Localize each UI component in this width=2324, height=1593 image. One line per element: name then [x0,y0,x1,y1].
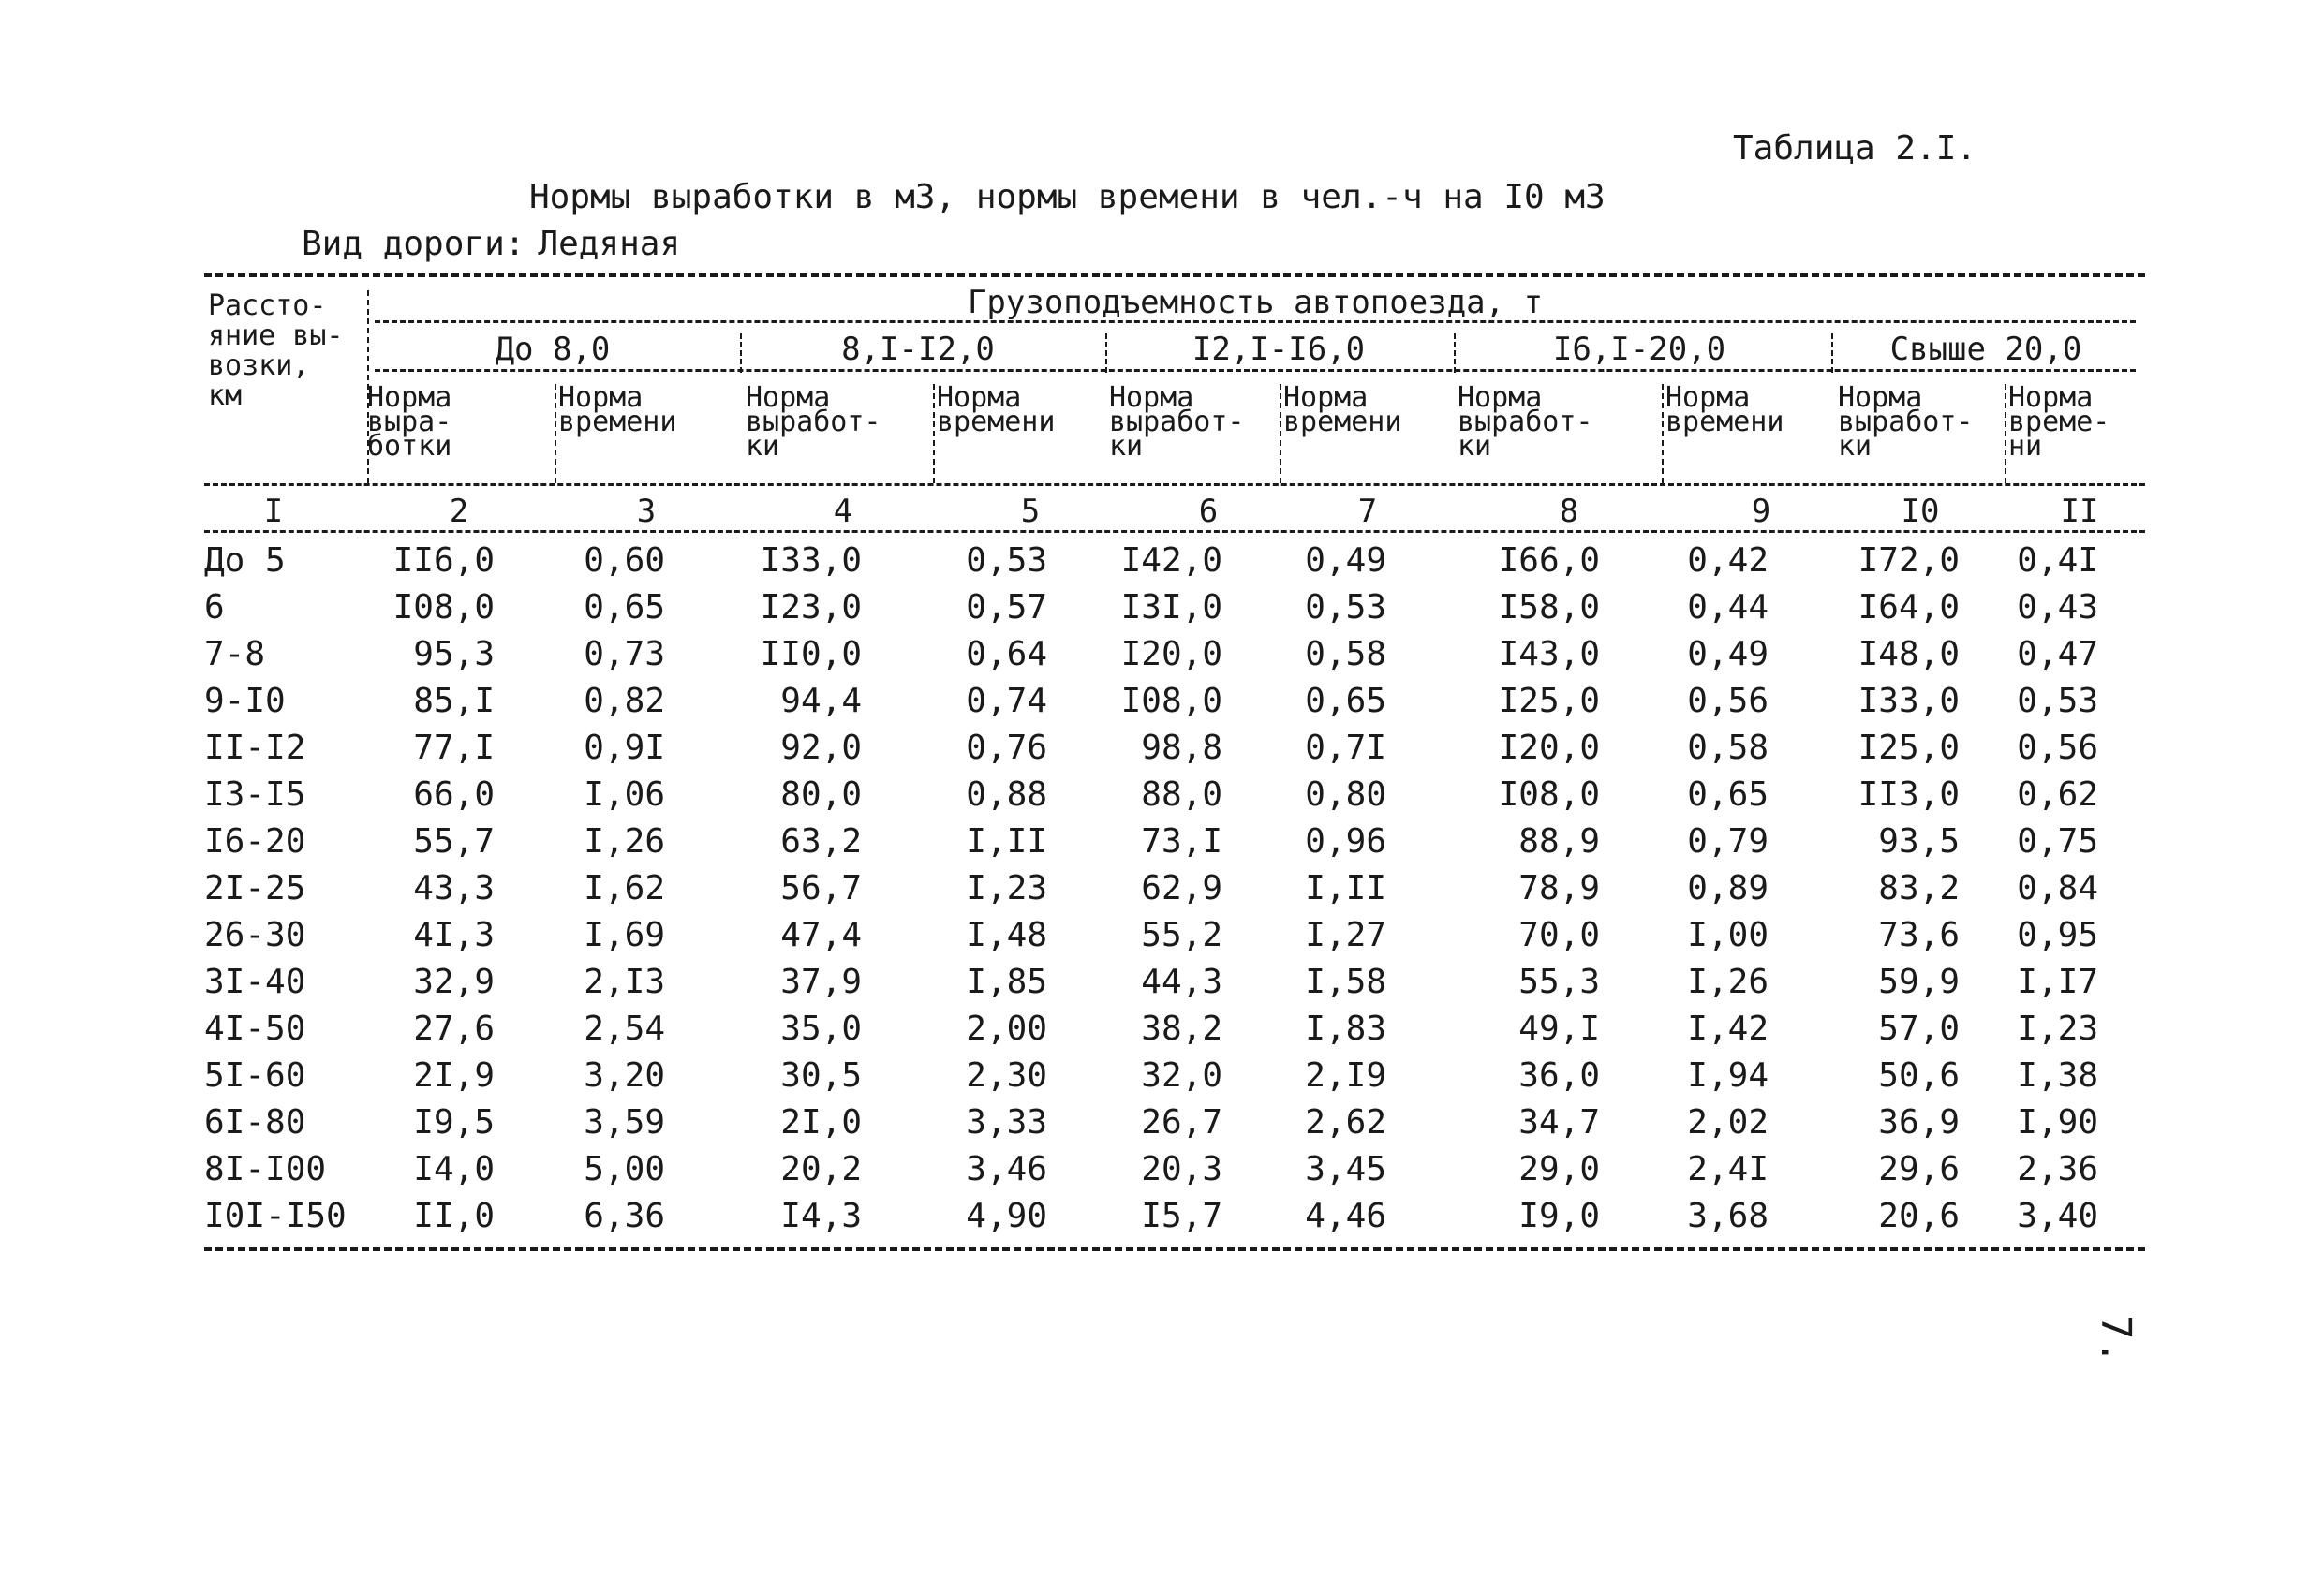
header-distance-line-2: яние вы- [208,319,344,352]
group-separator [740,333,742,373]
col-5-header [937,381,1056,438]
value-cell-col-10: 93,5 [1878,822,1960,861]
table-row [0,635,2324,682]
value-cell-col-8: 70,0 [1518,916,1600,954]
value-cell-col-11: I,I7 [2017,963,2098,1001]
value-cell-col-10: 50,6 [1878,1056,1960,1095]
value-cell-col-9: 2,4I [1687,1150,1769,1188]
col-3-header-line-1: Норма [558,381,644,414]
value-cell-col-8: I08,0 [1498,775,1600,814]
value-cell-col-3: 0,60 [584,541,665,580]
value-cell-col-5: 3,33 [966,1103,1047,1142]
table-row [0,963,2324,1010]
col-4-header-line-3: ки [746,430,780,463]
value-cell-col-11: 0,95 [2017,916,2098,954]
value-cell-col-11: 0,75 [2017,822,2098,861]
value-cell-col-5: 0,57 [966,588,1047,627]
value-cell-col-9: 0,44 [1687,588,1769,627]
value-cell-col-7: 2,I9 [1305,1056,1386,1095]
value-cell-col-10: 20,6 [1878,1197,1960,1235]
col-11-header-line-1: Норма [2008,381,2094,414]
road-type [302,225,693,263]
value-cell-col-9: I,42 [1687,1010,1769,1048]
distance-cell: 5I-60 [204,1056,306,1095]
column-number-1: I [263,493,284,530]
header-capacity-underline [375,320,2136,323]
col-5-header-line-2: времени [937,406,1056,438]
value-cell-col-7: 0,7I [1305,729,1386,767]
value-cell-col-6: I20,0 [1120,635,1222,673]
value-cell-col-3: 2,I3 [584,963,665,1001]
col-4-header-line-2: выработ- [746,406,881,438]
value-cell-col-7: 2,62 [1305,1103,1386,1142]
col-9-header-line-2: времени [1665,406,1784,438]
value-cell-col-10: I33,0 [1858,682,1960,720]
value-cell-col-10: 59,9 [1878,963,1960,1001]
table-row [0,1056,2324,1103]
value-cell-col-6: 32,0 [1141,1056,1222,1095]
col-4-header [746,381,881,463]
col-6-header [1109,381,1245,463]
header-capacity: Грузоподъемность автопоезда, т [967,284,1544,321]
col-2-header-line-2: выра- [367,406,452,438]
value-cell-col-11: 0,62 [2017,775,2098,814]
value-cell-col-4: 94,4 [780,682,862,720]
value-cell-col-8: 29,0 [1518,1150,1600,1188]
value-cell-col-5: 0,76 [966,729,1047,767]
table-row [0,822,2324,869]
value-cell-col-7: I,II [1305,869,1386,907]
value-cell-col-5: I,23 [966,869,1047,907]
table-top-border [204,273,2145,277]
value-cell-col-11: I,38 [2017,1056,2098,1095]
header-group-3: I2,I-I6,0 [1192,331,1366,368]
value-cell-col-5: 2,30 [966,1056,1047,1095]
value-cell-col-8: 34,7 [1518,1103,1600,1142]
value-cell-col-3: 0,82 [584,682,665,720]
value-cell-col-11: 0,56 [2017,729,2098,767]
value-cell-col-9: 0,89 [1687,869,1769,907]
value-cell-col-10: 57,0 [1878,1010,1960,1048]
value-cell-col-4: II0,0 [760,635,862,673]
value-cell-col-4: I33,0 [760,541,862,580]
value-cell-col-2: 66,0 [413,775,495,814]
col-3-header-line-2: времени [558,406,677,438]
value-cell-col-3: 5,00 [584,1150,665,1188]
col-6-header-line-1: Норма [1109,381,1194,414]
value-cell-col-7: 0,80 [1305,775,1386,814]
value-cell-col-6: 62,9 [1141,869,1222,907]
value-cell-col-6: 20,3 [1141,1150,1222,1188]
value-cell-col-10: I64,0 [1858,588,1960,627]
col-10-header-line-2: выработ- [1838,406,1974,438]
column-number-5: 5 [1020,493,1041,530]
header-distance-line-1: Рассто- [208,289,327,322]
distance-cell: 2I-25 [204,869,306,907]
col-separator [555,384,556,483]
distance-cell: 9-I0 [204,682,286,720]
col-4-header-line-1: Норма [746,381,831,414]
header-group-5: Свыше 20,0 [1889,331,2082,368]
value-cell-col-6: 44,3 [1141,963,1222,1001]
value-cell-col-3: 0,65 [584,588,665,627]
col-11-header-line-2: време- [2008,406,2110,438]
col-9-header [1665,381,1784,438]
value-cell-col-4: I23,0 [760,588,862,627]
value-cell-col-11: I,23 [2017,1010,2098,1048]
value-cell-col-5: I,85 [966,963,1047,1001]
value-cell-col-4: 2I,0 [780,1103,862,1142]
column-number-4: 4 [833,493,853,530]
table-title: Нормы выработки в м3, нормы времени в чел.-ч на I0 м3 [529,178,1606,216]
table-row [0,682,2324,729]
col-separator [1662,384,1664,483]
table-row [0,541,2324,588]
column-number-3: 3 [636,493,657,530]
distance-cell: 6I-80 [204,1103,306,1142]
value-cell-col-5: 0,53 [966,541,1047,580]
value-cell-col-9: I,26 [1687,963,1769,1001]
col-10-header-line-3: ки [1838,430,1873,463]
value-cell-col-10: I72,0 [1858,541,1960,580]
value-cell-col-6: 98,8 [1141,729,1222,767]
value-cell-col-10: 36,9 [1878,1103,1960,1142]
value-cell-col-11: 3,40 [2017,1197,2098,1235]
value-cell-col-8: I20,0 [1498,729,1600,767]
value-cell-col-5: 0,88 [966,775,1047,814]
value-cell-col-7: 4,46 [1305,1197,1386,1235]
value-cell-col-2: 77,I [413,729,495,767]
value-cell-col-6: I08,0 [1120,682,1222,720]
col-separator [933,384,935,483]
distance-cell: II-I2 [204,729,306,767]
table-bottom-border [204,1247,2145,1251]
value-cell-col-6: 88,0 [1141,775,1222,814]
table-row [0,1197,2324,1244]
col-separator [1280,384,1281,483]
distance-cell: I0I-I50 [204,1197,347,1235]
col-11-header [2008,381,2110,463]
column-number-9: 9 [1751,493,1771,530]
value-cell-col-6: 38,2 [1141,1010,1222,1048]
value-cell-col-3: I,26 [584,822,665,861]
value-cell-col-6: I42,0 [1120,541,1222,580]
value-cell-col-8: I43,0 [1498,635,1600,673]
value-cell-col-6: 26,7 [1141,1103,1222,1142]
value-cell-col-8: I9,0 [1518,1197,1600,1235]
col-8-header-line-3: ки [1458,430,1492,463]
value-cell-col-4: 35,0 [780,1010,862,1048]
value-cell-col-4: 92,0 [780,729,862,767]
value-cell-col-4: 20,2 [780,1150,862,1188]
value-cell-col-2: 2I,9 [413,1056,495,1095]
value-cell-col-7: 0,65 [1305,682,1386,720]
col-10-header-line-1: Норма [1838,381,1923,414]
col-separator [2005,384,2006,483]
distance-cell: I6-20 [204,822,306,861]
page-number: 7. [2091,1315,2139,1364]
value-cell-col-4: 37,9 [780,963,862,1001]
value-cell-col-4: 56,7 [780,869,862,907]
col-8-header-line-1: Норма [1458,381,1543,414]
group-separator [1105,333,1107,373]
column-number-8: 8 [1559,493,1579,530]
value-cell-col-7: 0,96 [1305,822,1386,861]
value-cell-col-3: 0,73 [584,635,665,673]
value-cell-col-9: I,00 [1687,916,1769,954]
header-distance-line-3: возки, [208,349,310,382]
header-group-4: I6,I-20,0 [1552,331,1726,368]
column-number-2: 2 [449,493,469,530]
value-cell-col-11: 0,47 [2017,635,2098,673]
distance-cell: До 5 [204,541,286,580]
value-cell-col-8: 78,9 [1518,869,1600,907]
value-cell-col-3: I,06 [584,775,665,814]
value-cell-col-6: I3I,0 [1120,588,1222,627]
column-number-10: I0 [1901,493,1940,530]
value-cell-col-7: I,58 [1305,963,1386,1001]
value-cell-col-9: 0,79 [1687,822,1769,861]
value-cell-col-11: 0,4I [2017,541,2098,580]
value-cell-col-11: 0,53 [2017,682,2098,720]
value-cell-col-8: 49,I [1518,1010,1600,1048]
col-7-header-line-1: Норма [1283,381,1369,414]
value-cell-col-5: 0,64 [966,635,1047,673]
header-group-1: До 8,0 [495,331,611,368]
value-cell-col-10: 73,6 [1878,916,1960,954]
value-cell-col-4: 63,2 [780,822,862,861]
column-number-7: 7 [1357,493,1378,530]
value-cell-col-9: 0,49 [1687,635,1769,673]
column-numbers-bottom-border [204,530,2145,533]
header-groups-underline [375,369,2136,372]
col-6-header-line-3: ки [1109,430,1144,463]
value-cell-col-4: I4,3 [780,1197,862,1235]
value-cell-col-6: I5,7 [1141,1197,1222,1235]
table-row [0,1103,2324,1150]
value-cell-col-5: 4,90 [966,1197,1047,1235]
value-cell-col-3: 6,36 [584,1197,665,1235]
table-row [0,775,2324,822]
value-cell-col-2: 4I,3 [413,916,495,954]
table-row [0,1150,2324,1197]
value-cell-col-2: I9,5 [413,1103,495,1142]
value-cell-col-7: 0,53 [1305,588,1386,627]
value-cell-col-8: 88,9 [1518,822,1600,861]
value-cell-col-10: 29,6 [1878,1150,1960,1188]
value-cell-col-8: 36,0 [1518,1056,1600,1095]
col-8-header [1458,381,1593,463]
value-cell-col-9: 3,68 [1687,1197,1769,1235]
value-cell-col-10: I48,0 [1858,635,1960,673]
value-cell-col-3: 3,20 [584,1056,665,1095]
road-type-value: Ледяная [538,225,681,263]
col-9-header-line-1: Норма [1665,381,1751,414]
value-cell-col-3: 3,59 [584,1103,665,1142]
header-distance-line-4: км [208,379,243,412]
col-2-header-line-1: Норма [367,381,452,414]
value-cell-col-9: 0,42 [1687,541,1769,580]
value-cell-col-8: I66,0 [1498,541,1600,580]
col-2-header-line-3: ботки [367,430,452,463]
distance-cell: 3I-40 [204,963,306,1001]
value-cell-col-2: 55,7 [413,822,495,861]
value-cell-col-9: 0,65 [1687,775,1769,814]
value-cell-col-5: 3,46 [966,1150,1047,1188]
table-row [0,588,2324,635]
distance-cell: I3-I5 [204,775,306,814]
value-cell-col-4: 30,5 [780,1056,862,1095]
value-cell-col-7: 0,58 [1305,635,1386,673]
col-10-header [1838,381,1974,463]
value-cell-col-5: I,II [966,822,1047,861]
value-cell-col-2: 32,9 [413,963,495,1001]
group-separator [1454,333,1456,373]
value-cell-col-11: 0,43 [2017,588,2098,627]
header-bottom-border [204,483,2145,486]
distance-cell: 26-30 [204,916,306,954]
col-5-header-line-1: Норма [937,381,1022,414]
value-cell-col-7: I,83 [1305,1010,1386,1048]
value-cell-col-5: 0,74 [966,682,1047,720]
table-row [0,869,2324,916]
value-cell-col-2: 43,3 [413,869,495,907]
value-cell-col-4: 80,0 [780,775,862,814]
value-cell-col-8: I25,0 [1498,682,1600,720]
value-cell-col-3: 0,9I [584,729,665,767]
header-group-2: 8,I-I2,0 [841,331,995,368]
group-separator [1831,333,1833,373]
value-cell-col-7: I,27 [1305,916,1386,954]
value-cell-col-4: 47,4 [780,916,862,954]
col-7-header-line-2: времени [1283,406,1402,438]
value-cell-col-3: I,62 [584,869,665,907]
value-cell-col-6: 73,I [1141,822,1222,861]
value-cell-col-2: 85,I [413,682,495,720]
col-6-header-line-2: выработ- [1109,406,1245,438]
value-cell-col-11: I,90 [2017,1103,2098,1142]
value-cell-col-2: 95,3 [413,635,495,673]
value-cell-col-2: II,0 [413,1197,495,1235]
value-cell-col-2: I08,0 [392,588,495,627]
value-cell-col-7: 0,49 [1305,541,1386,580]
value-cell-col-9: 2,02 [1687,1103,1769,1142]
column-number-11: II [2060,493,2099,530]
road-type-label: Вид дороги: [302,225,525,263]
value-cell-col-9: 0,58 [1687,729,1769,767]
table-row [0,729,2324,775]
distance-cell: 4I-50 [204,1010,306,1048]
value-cell-col-5: 2,00 [966,1010,1047,1048]
value-cell-col-8: I58,0 [1498,588,1600,627]
distance-cell: 7-8 [204,635,266,673]
col-8-header-line-2: выработ- [1458,406,1593,438]
value-cell-col-11: 0,84 [2017,869,2098,907]
column-number-6: 6 [1198,493,1219,530]
value-cell-col-7: 3,45 [1305,1150,1386,1188]
value-cell-col-8: 55,3 [1518,963,1600,1001]
value-cell-col-6: 55,2 [1141,916,1222,954]
distance-cell: 6 [204,588,225,627]
value-cell-col-9: 0,56 [1687,682,1769,720]
col-2-header [367,381,452,463]
value-cell-col-2: 27,6 [413,1010,495,1048]
distance-cell: 8I-I00 [204,1150,327,1188]
value-cell-col-10: 83,2 [1878,869,1960,907]
table-row [0,916,2324,963]
col-11-header-line-3: ни [2008,430,2043,463]
value-cell-col-10: II3,0 [1858,775,1960,814]
value-cell-col-2: I4,0 [413,1150,495,1188]
value-cell-col-3: 2,54 [584,1010,665,1048]
value-cell-col-2: II6,0 [392,541,495,580]
value-cell-col-9: I,94 [1687,1056,1769,1095]
value-cell-col-10: I25,0 [1858,729,1960,767]
table-row [0,1010,2324,1056]
col-7-header [1283,381,1402,438]
value-cell-col-11: 2,36 [2017,1150,2098,1188]
table-number: Таблица 2.I. [1733,129,1977,168]
value-cell-col-5: I,48 [966,916,1047,954]
col-3-header [558,381,677,438]
value-cell-col-3: I,69 [584,916,665,954]
